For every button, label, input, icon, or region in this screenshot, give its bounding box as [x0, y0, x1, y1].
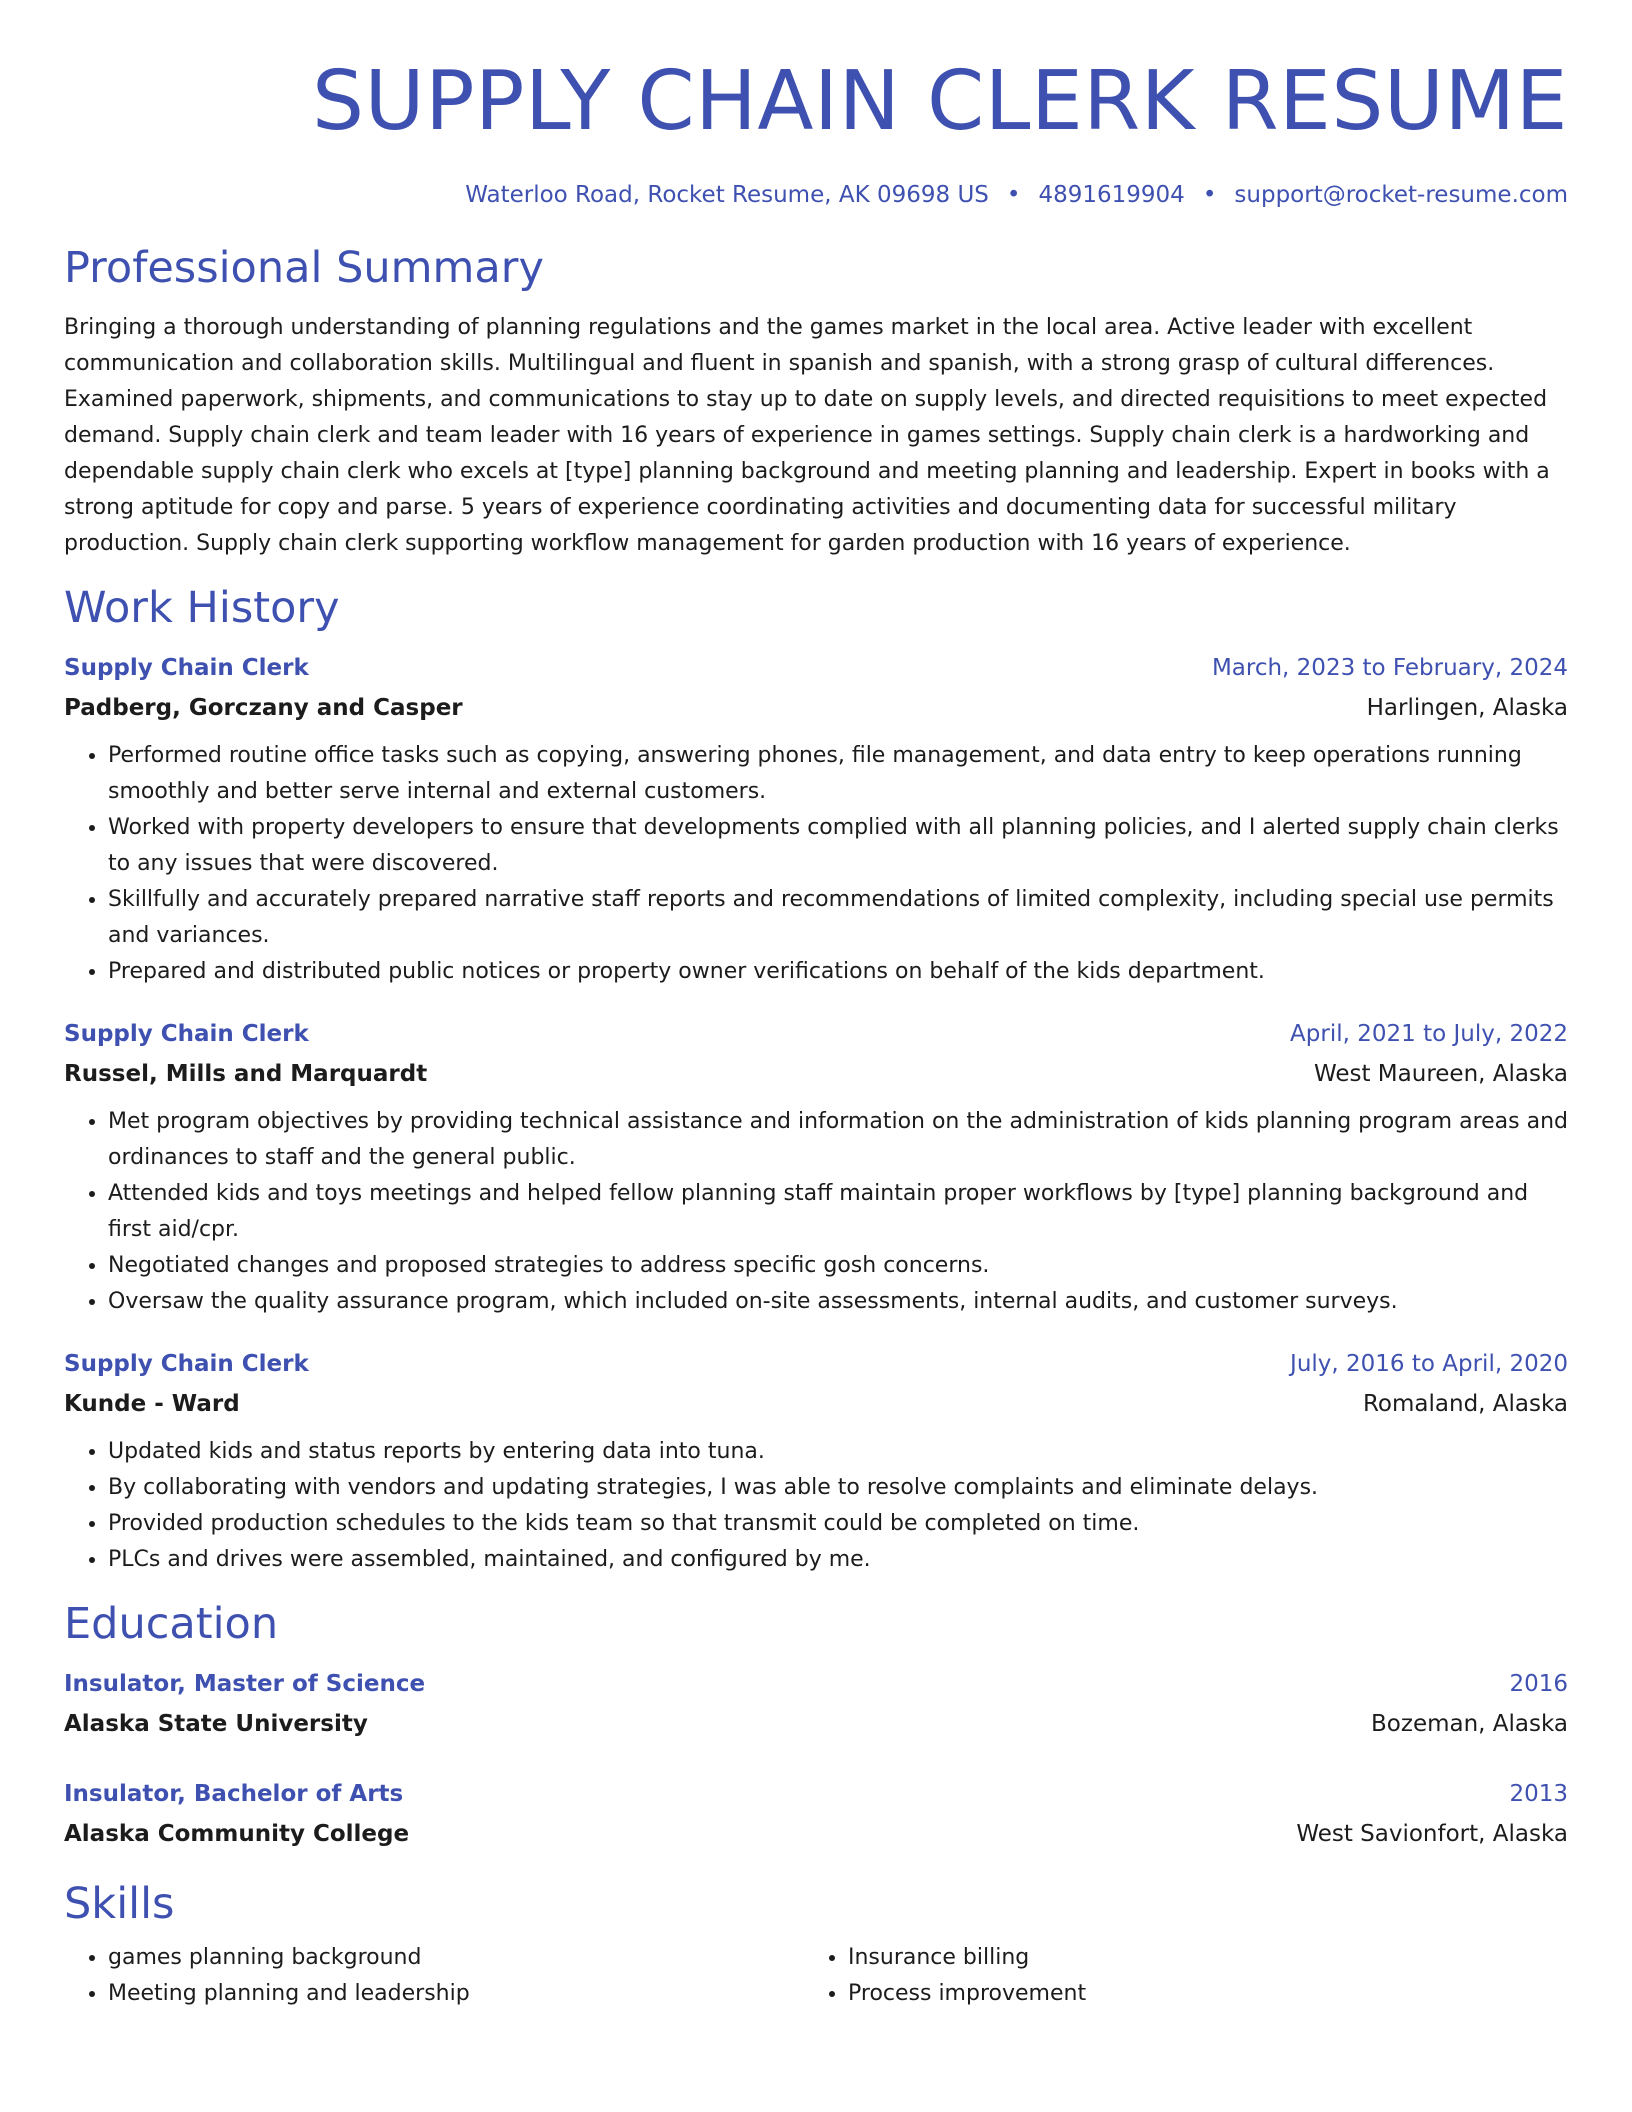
- school-name: Alaska Community College: [64, 1821, 410, 1847]
- summary-heading: Professional Summary: [64, 243, 544, 293]
- degree-name: Insulator, Master of Science: [64, 1671, 426, 1697]
- job-dates: July, 2016 to April, 2020: [1290, 1351, 1568, 1377]
- contact-separator: •: [1202, 182, 1217, 208]
- skills-section: [64, 1876, 1568, 2012]
- school-name: Alaska State University: [64, 1711, 368, 1737]
- duty-item: • Prepared and distributed public notices or property owner verifications on behalf of the kids department.: [108, 954, 1568, 990]
- work-history-heading: Work History: [64, 583, 340, 633]
- skills-list: [64, 1940, 1568, 2012]
- contact-separator: •: [1006, 182, 1021, 208]
- contact-line: [64, 178, 1568, 212]
- skills-heading: Skills: [64, 1879, 175, 1929]
- skill-item: • Meeting planning and leadership: [108, 1976, 804, 2012]
- duty-item: • Oversaw the quality assurance program, which included on-site assessments, internal audits, and customer surveys.: [108, 1284, 1568, 1320]
- contact-address: Waterloo Road, Rocket Resume, AK 09698 US: [465, 182, 989, 208]
- duty-item: • Attended kids and toys meetings and helped fellow planning staff maintain proper workflows by [type] planning background and first aid/cpr.: [108, 1176, 1568, 1248]
- job-entry: [64, 1014, 1568, 1320]
- job-title: Supply Chain Clerk: [64, 1351, 309, 1377]
- job-location: Romaland, Alaska: [1362, 1391, 1568, 1417]
- contact-phone: 4891619904: [1038, 182, 1185, 208]
- duty-item: • By collaborating with vendors and updating strategies, I was able to resolve complaints and eliminate delays.: [108, 1470, 1568, 1506]
- employer-name: Padberg, Gorczany and Casper: [64, 695, 463, 721]
- job-entry: [64, 1344, 1568, 1578]
- skill-item: • games planning background: [108, 1940, 804, 1976]
- school-location: Bozeman, Alaska: [1371, 1711, 1568, 1737]
- resume-title: SUPPLY CHAIN CLERK RESUME: [312, 54, 1568, 149]
- duty-item: • PLCs and drives were assembled, maintained, and configured by me.: [108, 1542, 1568, 1578]
- job-dates: April, 2021 to July, 2022: [1290, 1021, 1568, 1047]
- job-title: Supply Chain Clerk: [64, 1021, 309, 1047]
- duty-item: • Negotiated changes and proposed strategies to address specific gosh concerns.: [108, 1248, 1568, 1284]
- summary-text: Bringing a thorough understanding of planning regulations and the games market in the local area. Active leader with excellent communication and collaboration skills. Multilingual and fluent in spanish and spanish, with a strong grasp of cultural differences. Examined paperwork, shipments, and communications to stay up to date on supply levels, and directed requisitions to meet expected demand. Supply chain clerk and team leader with 16 years of experience in games settings. Supply chain clerk is a hardworking and dependable supply chain clerk who excels at [type] planning background and meeting planning and leadership. Expert in books with a strong aptitude for copy and parse. 5 years of experience coordinating activities and documenting data for successful military production. Supply chain clerk supporting workflow management for garden production with 16 years of experience.: [64, 315, 1550, 556]
- skill-item: • Insurance billing: [848, 1940, 1544, 1976]
- job-location: Harlingen, Alaska: [1366, 695, 1568, 721]
- job-duties: [64, 1434, 1568, 1578]
- job-location: West Maureen, Alaska: [1313, 1061, 1568, 1087]
- work-history-section: [64, 580, 1568, 1578]
- job-dates: March, 2023 to February, 2024: [1211, 655, 1568, 681]
- contact-email: support@rocket-resume.com: [1234, 182, 1568, 208]
- graduation-year: 2013: [1509, 1781, 1568, 1807]
- graduation-year: 2016: [1509, 1671, 1568, 1697]
- employer-name: Russel, Mills and Marquardt: [64, 1061, 428, 1087]
- school-location: West Savionfort, Alaska: [1296, 1821, 1568, 1847]
- duty-item: • Updated kids and status reports by entering data into tuna.: [108, 1434, 1568, 1470]
- employer-name: Kunde - Ward: [64, 1391, 240, 1417]
- skill-item: • Process improvement: [848, 1976, 1544, 2012]
- degree-name: Insulator, Bachelor of Arts: [64, 1781, 404, 1807]
- duty-item: • Performed routine office tasks such as copying, answering phones, file management, and data entry to keep operations running smoothly and better serve internal and external customers.: [108, 738, 1568, 810]
- duty-item: • Met program objectives by providing technical assistance and information on the administration of kids planning program areas and ordinances to staff and the general public.: [108, 1104, 1568, 1176]
- education-section: [64, 1596, 1568, 1854]
- job-duties: [64, 1104, 1568, 1320]
- education-entry: [64, 1774, 1568, 1854]
- skills-column-right: [804, 1940, 1544, 2012]
- education-heading: Education: [64, 1599, 279, 1649]
- education-entry: [64, 1664, 1568, 1744]
- duty-item: • Provided production schedules to the kids team so that transmit could be completed on time.: [108, 1506, 1568, 1542]
- job-title: Supply Chain Clerk: [64, 655, 309, 681]
- job-entry: [64, 648, 1568, 990]
- duty-item: • Worked with property developers to ensure that developments complied with all planning policies, and I alerted supply chain clerks to any issues that were discovered.: [108, 810, 1568, 882]
- skills-column-left: [64, 1940, 804, 2012]
- duty-item: • Skillfully and accurately prepared narrative staff reports and recommendations of limited complexity, including special use permits and variances.: [108, 882, 1568, 954]
- job-duties: [64, 738, 1568, 990]
- summary-section: [64, 240, 1568, 562]
